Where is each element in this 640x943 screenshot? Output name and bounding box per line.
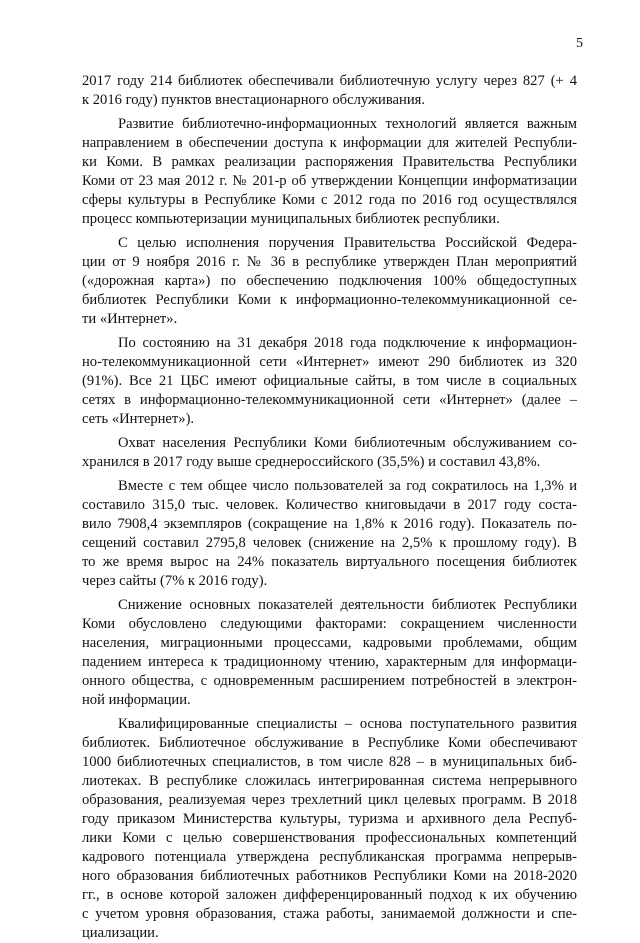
text-line: через сайты (7% к 2016 году). <box>82 573 268 589</box>
text-line: онного общества, с одновременным расширением потребностей в электрон- <box>82 673 577 689</box>
text-line: циализации. <box>82 925 159 941</box>
text-line: сферы культуры в Республике Коми с 2012 года по 2016 год осуществлялся <box>82 192 577 208</box>
text-line: процесс компьютеризации муниципальных библиотек республики. <box>82 211 500 227</box>
text-line: падением интереса к традиционному чтению, характерным для информаци- <box>82 654 577 670</box>
text-line: населения, миграционными процессами, кадровыми проблемами, общим <box>82 635 577 651</box>
text-line: ного образования библиотечных работников Республики Коми на 2018-2020 <box>82 868 577 884</box>
text-line: образования, реализуемая через трехлетний цикл целевых программ. В 2018 <box>82 792 577 808</box>
text-line: Вместе с тем общее число пользователей за год сократилось на 1,3% и <box>118 478 577 494</box>
page-number: 5 <box>576 36 583 51</box>
text-line: то же время вырос на 24% показатель виртуального посещения библиотек <box>82 554 577 570</box>
text-line: лики Коми с целью совершенствования профессиональных компетенций <box>82 830 577 846</box>
text-line: ной информации. <box>82 692 191 708</box>
text-line: ции от 9 ноября 2016 г. № 36 в республике утвержден План мероприятий <box>82 254 577 270</box>
text-line: Коми от 23 мая 2012 г. № 201-р об утверждении Концепции информатизации <box>82 173 577 189</box>
text-line: библиотек. Библиотечное обслуживание в Республике Коми обеспечивают <box>82 735 577 751</box>
text-line: Квалифицированные специалисты – основа поступательного развития <box>118 716 577 732</box>
text-line: сещений составил 2795,8 человек (снижение на 2,5% к прошлому году). В <box>82 535 577 551</box>
text-line: гг., в основе которой заложен дифференцированный подход к их обучению <box>82 887 577 903</box>
text-line: Снижение основных показателей деятельности библиотек Республики <box>118 597 577 613</box>
text-line: с учетом уровня образования, стажа работы, занимаемой должности и спе- <box>82 906 577 922</box>
text-line: 2017 году 214 библиотек обеспечивали библиотечную услугу через 827 (+ 4 <box>82 73 577 89</box>
text-line: к 2016 году) пунктов внестационарного обслуживания. <box>82 92 426 108</box>
text-line: библиотек Республики Коми к информационно-телекоммуникационной се- <box>82 292 577 308</box>
text-line: сетях в информационно-телекоммуникационной сети «Интернет» (далее – <box>82 392 577 408</box>
text-line: сеть «Интернет»). <box>82 411 195 427</box>
text-line: 1000 библиотечных специалистов, в том числе 828 – в муниципальных биб- <box>82 754 577 770</box>
text-line: кадрового потенциала утверждена республиканская программа непрерыв- <box>82 849 577 865</box>
text-line: ки Коми. В рамках реализации распоряжения Правительства Республики <box>82 154 577 170</box>
text-line: Развитие библиотечно-информационных технологий является важным <box>118 116 577 132</box>
text-line: направлением в обеспечении доступа к информации для жителей Республи- <box>82 135 577 151</box>
text-line: Охват населения Республики Коми библиотечным обслуживанием со- <box>118 435 577 451</box>
text-line: По состоянию на 31 декабря 2018 года подключение к информацион- <box>118 335 577 351</box>
text-line: («дорожная карта») по обеспечению подключения 100% общедоступных <box>82 273 577 289</box>
text-line: (91%). Все 21 ЦБС имеют официальные сайты, в том числе в социальных <box>82 373 577 389</box>
text-line: ти «Интернет». <box>82 311 178 327</box>
text-line: но-телекоммуникационной сети «Интернет» имеют 290 библиотек из 320 <box>82 354 577 370</box>
text-line: вило 7908,4 экземпляров (сокращение на 1,8% к 2016 году). Показатель по- <box>82 516 577 532</box>
text-line: С целью исполнения поручения Правительства Российской Федера- <box>118 235 577 251</box>
text-line: хранился в 2017 году выше среднероссийского (35,5%) и составил 43,8%. <box>82 454 541 470</box>
text-line: Коми обусловлено следующими факторами: сокращением численности <box>82 616 577 632</box>
text-line: лиотеках. В республике сложилась интегрированная система непрерывного <box>82 773 577 789</box>
text-line: году приказом Министерства культуры, туризма и архивного дела Респуб- <box>82 811 577 827</box>
text-line: составило 315,0 тыс. человек. Количество книговыдачи в 2017 году соста- <box>82 497 577 513</box>
